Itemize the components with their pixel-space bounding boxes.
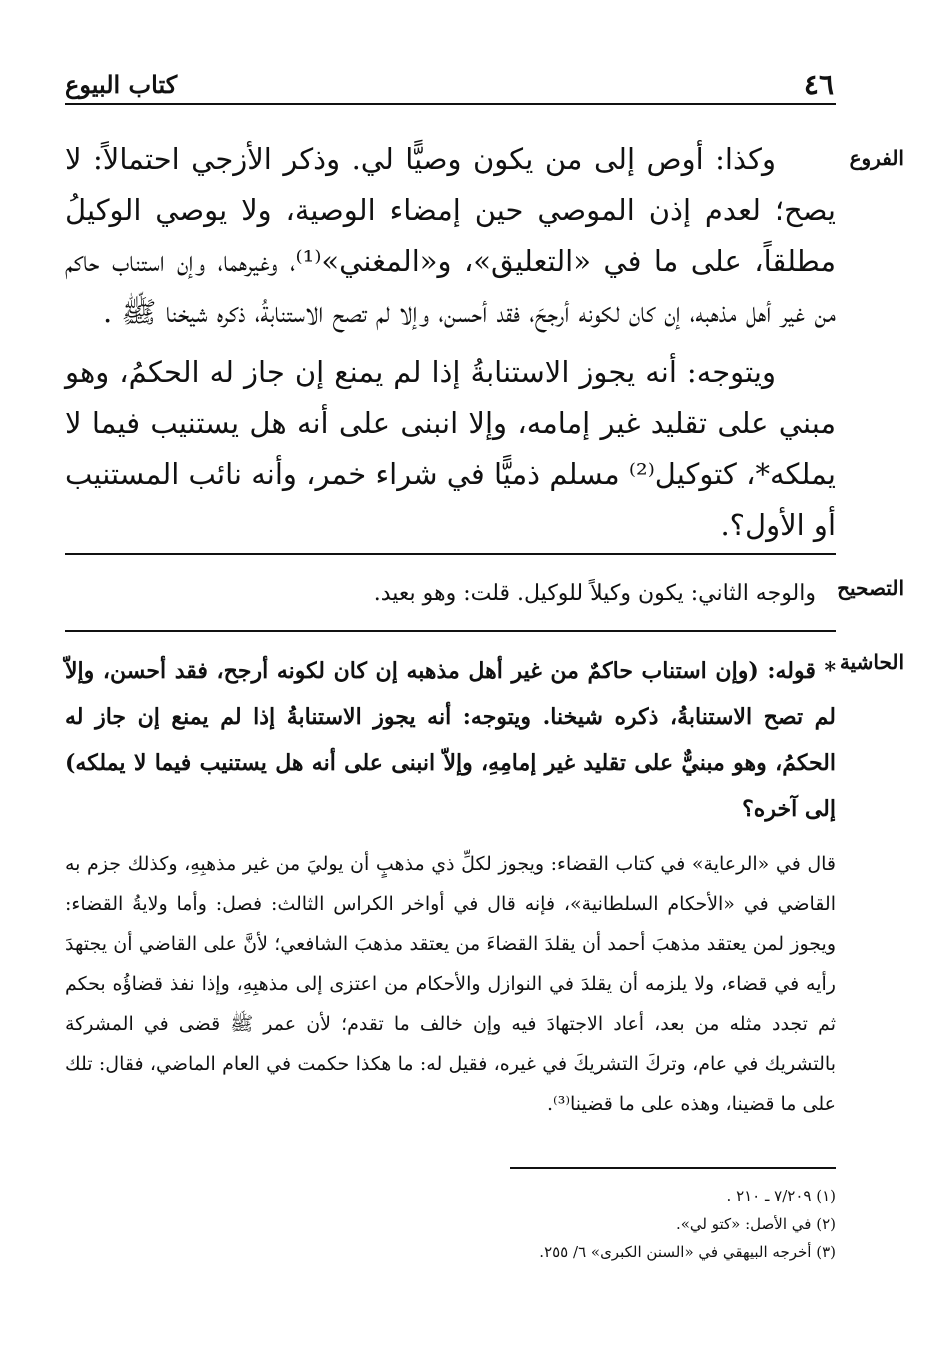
- hashiya-body: قال في «الرعاية» في كتاب القضاء: ويجوز لكلِّ ذي مذهبٍ أن يوليَ من غير مذهبِهِ، وكذلك جزم به القاضي في «الأحكام السلطانية»، فإنه قال في أواخر الكراس الثالث: فصل: وأما ولايةُ القضاء: ويجوز لمن يعتقد مذهبَ أحمد أن يقلدَ القضاءَ من يعتقد مذهبَ الشافعي؛ لأنَّ على القاضي أن يجتهدَ رأيه في قضاء، ولا يلزمه أن يقلدَ في النوازل والأحكام من اعتزى إلى مذهبِهِ، وإذا نفذ قضاؤُه بحكم ثم تجدد مثله من بعد، أعاد الاجتهادَ فيه وإن خالف ما تقدم؛ لأن عمر ﷺ قضى في المشركة بالتشريك في عام، وتركَ التشريكَ في غيره، فقيل له: ما هكذا حكمت في العام الماضي، فقال: تلك على ما قضينا، وهذه على ما قضينا⁽³⁾.: [65, 853, 836, 1115]
- footnote-2: (٢) في الأصل: «كتو لي».: [675, 1215, 836, 1233]
- furu-paragraph-1: وكذا: أوص إلى من يكون وصيًّا لي. وذكر الأزجي احتمالاً: لا يصح؛ لعدم إذن الموصي حين إمضاء الوصية، ولا يوصي الوكيلُ مطلقاً، على ما في «التعليق»، و«المغني»⁽¹⁾، وغيرهما، وإن استناب حاكم من غير أهل مذهبه، إن كان لكونه أرجحَ، فقد أحسن، وإلا لم تصح الاستنابةُ، ذكره شيخنا ﷺ .: [65, 142, 837, 329]
- tashih-section: [65, 575, 836, 613]
- hashiya-section: [65, 648, 836, 1124]
- label-furu: الفروع: [849, 146, 904, 170]
- section-divider-2: [65, 630, 836, 632]
- hashiya-quote: * قوله: (وإن استناب حاكمٌ من غير أهل مذهبه إن كان لكونه أرجح، فقد أحسن، وإلاّ لم تصح الاستنابةُ، ذكره شيخنا. ويتوجه: أنه يجوز الاستنابةُ إذا لم يمنع إن جاز له الحكمُ، وهو مبنيٌّ على تقليد غير إمامِهِ، وإلاّ انبنى على أنه هل يستنيب فيما لا يملكه) إلى آخره؟: [65, 658, 836, 822]
- section-divider-1: [65, 553, 836, 555]
- page-number: ٤٦: [803, 68, 834, 101]
- running-title: كتاب البيوع: [65, 70, 178, 99]
- footnote-1: (١) ٧/٢٠٩ ـ ٢١٠ .: [726, 1187, 836, 1205]
- furu-paragraph-2: ويتوجه: أنه يجوز الاستنابةُ إذا لم يمنع إن جاز له الحكمُ، وهو مبني على تقليد غير إمامه، وإلا انبنى على أنه هل يستنيب فيما لا يملكه*، كتوكيل⁽²⁾ مسلم ذميًّا في شراء خمر، وأنه نائب المستنيب أو الأول؟.: [65, 355, 836, 542]
- page-header: [65, 68, 834, 102]
- footnote-3: (٣) أخرجه البيهقي في «السنن الكبرى» ٦/ ٢٥٥.: [539, 1243, 836, 1261]
- label-hashiya: الحاشية: [839, 650, 904, 674]
- tashih-text: والوجه الثاني: يكون وكيلاً للوكيل. قلت: وهو بعيد.: [373, 581, 816, 606]
- furu-section: [65, 134, 836, 551]
- footnote-rule: [510, 1167, 836, 1169]
- label-tashih: التصحيح: [837, 576, 904, 600]
- header-rule: [65, 103, 836, 105]
- footnotes: [100, 1182, 836, 1266]
